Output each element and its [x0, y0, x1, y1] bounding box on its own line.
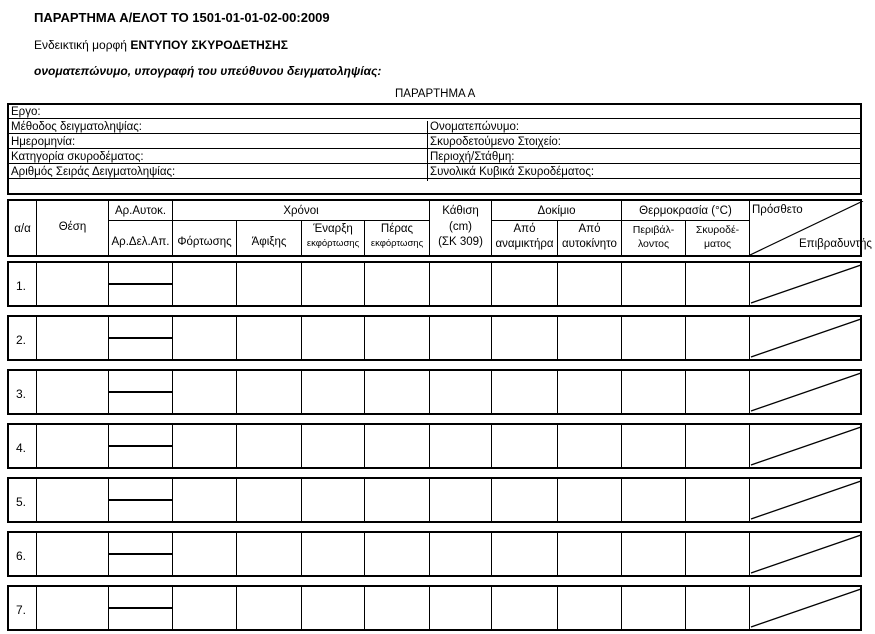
truck-delivery-divider — [109, 499, 172, 501]
concrete-category-field[interactable]: Κατηγορία σκυροδέματος: — [11, 151, 144, 163]
col-times: Χρόνοι — [283, 205, 319, 217]
info-row-3 — [9, 150, 860, 164]
table-row — [7, 261, 862, 307]
table-row — [7, 369, 862, 415]
table-row — [7, 315, 862, 361]
row-number: 2. — [16, 333, 27, 347]
col-position: Θέση — [58, 221, 87, 233]
col-concrete: Σκυροδέ- — [695, 224, 740, 236]
truck-delivery-divider — [109, 391, 172, 393]
truck-delivery-divider — [109, 445, 172, 447]
col-retarder: Επιβραδυντής — [799, 238, 872, 250]
col-unload-end: Πέρας — [380, 223, 414, 235]
truck-delivery-divider — [109, 607, 172, 609]
col-from-truck: Από — [578, 223, 601, 235]
col-truck-no: Αρ.Αυτοκ. — [114, 205, 167, 217]
table-row — [7, 423, 862, 469]
work-field[interactable]: Εργο: — [11, 106, 41, 118]
col-delivery-no: Αρ.Δελ.Απ. — [111, 236, 170, 248]
info-row-work — [9, 105, 860, 119]
total-cubic-field[interactable]: Συνολικά Κυβικά Σκυροδέματος: — [430, 166, 595, 178]
col-ambient: Περιβάλ- — [632, 224, 675, 236]
col-from-mixer-sub: αναμικτήρα — [495, 238, 554, 250]
table-row — [7, 585, 862, 631]
admixture-diagonal — [749, 263, 862, 305]
table-row — [7, 531, 862, 577]
admixture-diagonal — [749, 587, 862, 629]
col-admixture: Πρόσθετο — [752, 204, 803, 216]
sampling-method-field[interactable]: Μέθοδος δειγματοληψίας: — [11, 121, 142, 133]
admixture-diagonal — [749, 425, 862, 467]
col-arrival: Άφιξης — [251, 236, 287, 248]
truck-delivery-divider — [109, 553, 172, 555]
info-divider — [427, 121, 428, 181]
col-ambient-sub: λοντος — [637, 238, 670, 250]
document-subtitle: Ενδεικτική μορφή ΕΝΤΥΠΟΥ ΣΚΥΡΟΔΕΤΗΣΗΣ — [34, 38, 288, 52]
col-unload-start-sub: εκφόρτωσης — [306, 238, 360, 249]
row-number: 3. — [16, 387, 27, 401]
annex-label: ΠΑΡΑΡΤΗΜΑ Α — [395, 88, 476, 100]
row-number: 1. — [16, 279, 27, 293]
col-loading: Φόρτωσης — [177, 236, 232, 248]
col-from-mixer: Από — [513, 223, 536, 235]
col-unload-end-sub: εκφόρτωσης — [370, 238, 424, 249]
truck-delivery-divider — [109, 283, 172, 285]
admixture-diagonal — [749, 533, 862, 575]
truck-delivery-divider — [109, 337, 172, 339]
info-row-4 — [9, 165, 860, 179]
col-slump: Κάθιση — [442, 205, 479, 217]
col-temperature: Θερμοκρασία (°C) — [639, 205, 732, 217]
full-name-field[interactable]: Ονοματεπώνυμο: — [430, 121, 520, 133]
concreted-element-field[interactable]: Σκυροδετούμενο Στοιχείο: — [430, 136, 561, 148]
area-level-field[interactable]: Περιοχή/Στάθμη: — [430, 151, 515, 163]
col-concrete-sub: ματος — [703, 238, 732, 250]
col-from-truck-sub: αυτοκίνητο — [562, 238, 617, 250]
document-title: ΠΑΡΑΡΤΗΜΑ Α/ΕΛΟΤ ΤΟ 1501-01-01-02-00:2009 — [34, 10, 330, 25]
row-number: 7. — [16, 603, 27, 617]
admixture-diagonal — [749, 479, 862, 521]
row-number: 4. — [16, 441, 27, 455]
date-field[interactable]: Ημερομηνία: — [11, 136, 76, 148]
admixture-diagonal — [749, 317, 862, 359]
col-specimen: Δοκίμιο — [537, 205, 576, 217]
col-aa: α/α — [14, 223, 31, 235]
admixture-diagonal — [749, 371, 862, 413]
col-slump-unit: (cm) — [449, 221, 472, 233]
signature-line: ονοματεπώνυμο, υπογραφή του υπεύθυνου δειγματοληψίας: — [34, 64, 382, 78]
table-row — [7, 477, 862, 523]
info-box — [7, 103, 862, 195]
table-header — [7, 199, 872, 257]
row-number: 6. — [16, 549, 27, 563]
info-row-2 — [9, 135, 860, 149]
sample-series-field[interactable]: Αριθμός Σειράς Δειγματοληψίας: — [11, 166, 176, 178]
row-number: 5. — [16, 495, 27, 509]
col-slump-std: (ΣΚ 309) — [438, 236, 483, 248]
col-unload-start: Έναρξη — [313, 223, 353, 235]
info-row-1 — [9, 120, 860, 134]
